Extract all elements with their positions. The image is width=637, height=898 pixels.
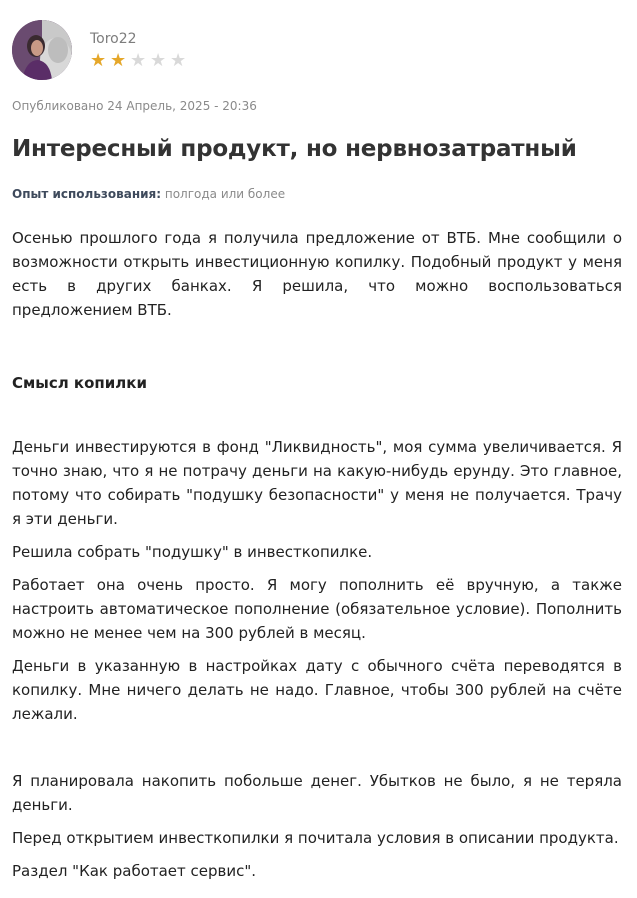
review-paragraph: Осенью прошлого года я получила предложение от ВТБ. Мне сообщили о возможности открыть инвестиционную копилку. Подобный продукт у меня есть в других банках. Я решила, что можно воспользоваться предложением ВТБ.: [12, 229, 622, 319]
review-author: [12, 20, 189, 80]
star-empty-icon: ★: [150, 50, 167, 71]
review-paragraph: Раздел "Как работает сервис".: [12, 862, 257, 880]
review-paragraph: Решила собрать "подушку" в инвесткопилке.: [12, 543, 373, 561]
review-paragraph: Работает она очень просто. Я могу пополнить её вручную, а также настроить автоматическое пополнение (обязательное условие). Пополнить можно не менее чем на 300 рублей в месяц.: [12, 576, 622, 642]
section-heading: Смысл копилки: [12, 374, 147, 392]
review-paragraph: Деньги в указанную в настройках дату с обычного счёта переводятся в копилку. Мне ничего делать не надо. Главное, чтобы 300 рублей на счёте лежали.: [12, 657, 622, 723]
avatar-photo: [12, 20, 72, 80]
avatar[interactable]: [12, 20, 72, 80]
review-paragraph: Я планировала накопить побольше денег. Убытков не было, я не теряла деньги.: [12, 772, 622, 814]
experience-label: Опыт использования:: [12, 187, 162, 201]
usage-experience: [12, 186, 285, 202]
review-paragraph: Перед открытием инвесткопилки я почитала условия в описании продукта.: [12, 829, 619, 847]
published-date: Опубликовано 24 Апрель, 2025 - 20:36: [12, 99, 257, 113]
review-title: Интересный продукт, но нервнозатратный: [12, 136, 577, 162]
rating-stars: [90, 51, 189, 71]
star-filled-icon: ★: [110, 50, 127, 71]
experience-value: полгода или более: [164, 187, 286, 201]
star-filled-icon: ★: [90, 50, 107, 71]
review-body: [12, 226, 622, 892]
star-empty-icon: ★: [130, 50, 147, 71]
review-paragraph: Деньги инвестируются в фонд "Ликвидность", моя сумма увеличивается. Я точно знаю, что я не потрачу деньги на какую-нибудь ерунду. Это главное, потому что собирать "подушку безопасности" у меня не получается. Трачу я эти деньги.: [12, 438, 622, 528]
star-empty-icon: ★: [170, 50, 187, 71]
author-username[interactable]: Toro22: [90, 31, 137, 47]
